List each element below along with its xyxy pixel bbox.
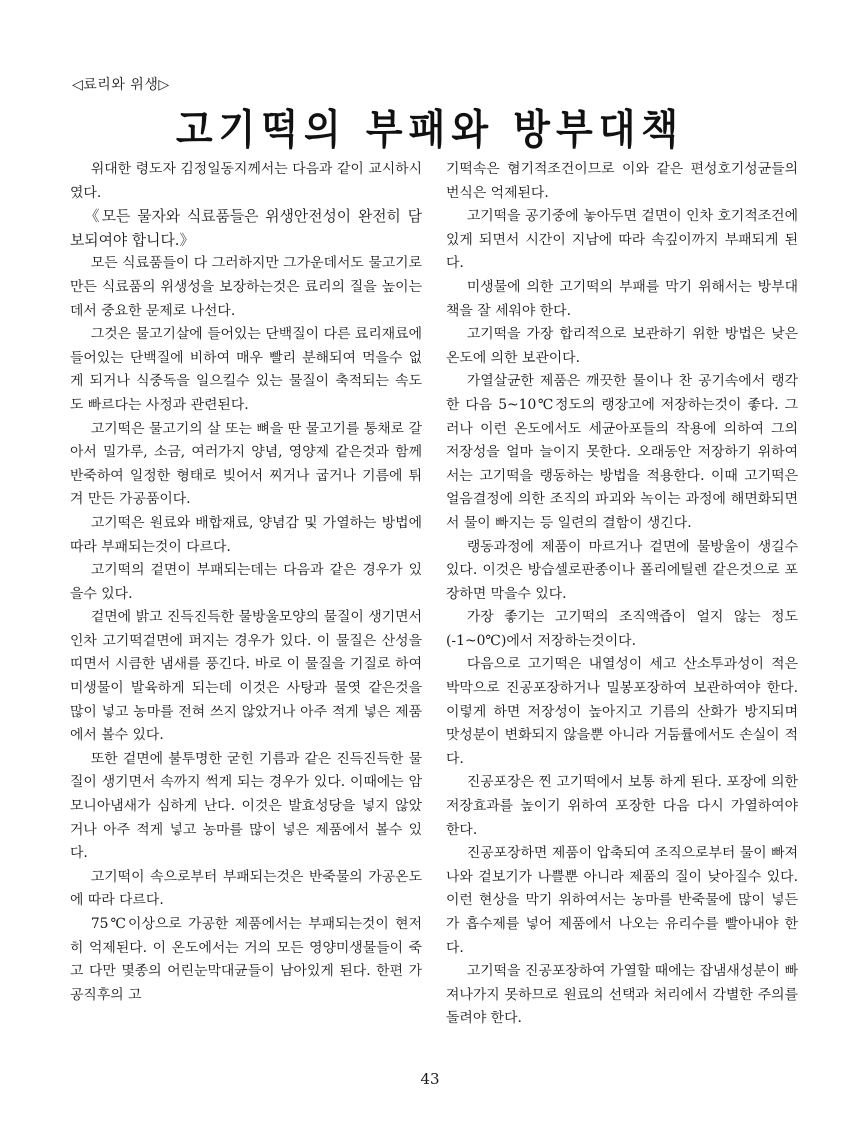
- paragraph: 고기떡을 진공포장하여 가열할 때에는 잡냄새성분이 빠져나가지 못하므로 원료의 선택과 처리에서 각별한 주의를 돌려야 한다.: [446, 963, 798, 1027]
- left-column: [70, 158, 422, 1007]
- paragraph: 진공포장은 찐 고기떡에서 보통 하게 된다. 포장에 의한 저장효과를 높이기 위하여 포장한 다음 다시 가열하여야 한다.: [446, 774, 798, 838]
- paragraph: 또한 겉면에 불투명한 굳힌 기름과 같은 진득진득한 물질이 생기면서 속까지 썩게 되는 경우가 있다. 이때에는 암모니아냄새가 심하게 난다. 이것은 발효성당을 넣지 않았거나 아주 적게 넣고 농마를 많이 넣은 제품에서 볼수 있다.: [70, 750, 422, 862]
- paragraph: 고기떡을 공기중에 놓아두면 겉면이 인차 호기적조건에 있게 되면서 시간이 지남에 따라 속깊이까지 부패되게 된다.: [446, 208, 798, 272]
- paragraph: 다음으로 고기떡은 내열성이 세고 산소투과성이 적은 박막으로 진공포장하거나 밀봉포장하여 보관하여야 한다. 이렇게 하면 저장성이 높아지고 기름의 산화가 방지되며 맛성분이 변화되지 않을뿐 아니라 거둠률에서도 손실이 적다.: [446, 656, 798, 767]
- paragraph: 고기떡은 물고기의 살 또는 뼈을 딴 물고기를 통채로 갈아서 밀가루, 소금, 여러가지 양념, 영양제 같은것과 함께 반죽하여 일정한 형태로 빚어서 찌거나 굽거나 기름에 튀겨 만든 가공품이다.: [70, 420, 422, 508]
- paragraph: 위대한 령도자 김정일동지께서는 다음과 같이 교시하시였다.: [70, 161, 422, 201]
- paragraph: 기떡속은 혐기적조건이므로 이와 같은 편성호기성균들의 번식은 억제된다.: [446, 161, 798, 201]
- paragraph: 그것은 물고기살에 들어있는 단백질이 다른 료리재료에 들어있는 단백질에 비하여 매우 빨리 분해되여 먹을수 없게 되거나 식중독을 일으킬수 있는 물질이 축적되는 속도도 빠르다는 사정과 관련된다.: [70, 326, 422, 413]
- paragraph: 랭동과정에 제품이 마르거나 겉면에 물방울이 생길수 있다. 이것은 방습셀로판종이나 폴리에틸렌 같은것으로 포장하면 막을수 있다.: [446, 538, 798, 602]
- section-tag: ◁료리와 위생▷: [72, 77, 170, 93]
- paragraph: 75℃이상으로 가공한 제품에서는 부패되는것이 현저히 억제된다. 이 온도에서는 거의 모든 영양미생물들이 죽고 다만 몇종의 어린눈막대균들이 남아있게 된다. 한편 가공직후의 고: [70, 916, 422, 1003]
- paragraph: 고기떡을 가장 합리적으로 보관하기 위한 방법은 낮은 온도에 의한 보관이다.: [446, 326, 798, 366]
- article-title: 고기떡의 부패와 방부대책: [175, 105, 685, 154]
- right-column: [446, 158, 798, 1031]
- paragraph: 겉면에 밝고 진득진득한 물방울모양의 물질이 생기면서 인차 고기떡겉면에 퍼지는 경우가 있다. 이 물질은 산성을 띠면서 시큼한 냄새를 풍긴다. 바로 이 물질을 기질로 하여 미생물이 발육하게 되는데 이것은 사탕과 물엿 같은것을 많이 넣고 농마를 전혀 쓰지 않았거나 아주 적게 넣은 제품에서 볼수 있다.: [70, 609, 422, 744]
- quote-paragraph: 《모든 물자와 식료품들은 위생안전성이 완전히 담보되여야 합니다.》: [70, 208, 422, 249]
- paragraph: 고기떡의 겉면이 부패되는데는 다음과 같은 경우가 있을수 있다.: [70, 562, 422, 602]
- paragraph: 고기떡이 속으로부터 부패되는것은 반죽물의 가공온도에 따라 다르다.: [70, 868, 422, 909]
- paragraph: 진공포장하면 제품이 압축되여 조직으로부터 물이 빠져나와 겉보기가 나쁠뿐 아니라 제품의 질이 낮아질수 있다. 이런 현상을 막기 위하여서는 농마를 반죽물에 많이 넣든가 흡수제를 넣어 제품에서 나오는 유리수를 빨아내야 한다.: [446, 845, 798, 956]
- paragraph: 모든 식료품들이 다 그러하지만 그가운데서도 물고기로 만든 식료품의 위생성을 보장하는것은 료리의 질을 높이는데서 중요한 문제로 나선다.: [70, 255, 422, 319]
- paragraph: 가장 좋기는 고기떡의 조직액즙이 얼지 않는 정도(-1~0℃)에서 저장하는것이다.: [446, 609, 798, 649]
- page-number: 43: [420, 1070, 440, 1088]
- paragraph: 고기떡은 원료와 배합재료, 양념감 및 가열하는 방법에 따라 부패되는것이 다르다.: [70, 514, 422, 555]
- paragraph: 가열살균한 제품은 깨끗한 물이나 찬 공기속에서 랭각한 다음 5~10℃정도의 랭장고에 저장하는것이 좋다. 그러나 이런 온도에서도 세균아포들의 작용에 의하여 그의 저장성을 얼마 늘이지 못한다. 오래동안 저장하기 위하여서는 고기떡을 랭동하는 방법을 적용한다. 이때 고기떡은 얼음결정에 의한 조직의 파괴와 녹이는 과정에 해면화되면서 물이 빠지는 등 일련의 결함이 생긴다.: [446, 373, 798, 531]
- paragraph: 미생물에 의한 고기떡의 부패를 막기 위해서는 방부대책을 잘 세워야 한다.: [446, 278, 798, 319]
